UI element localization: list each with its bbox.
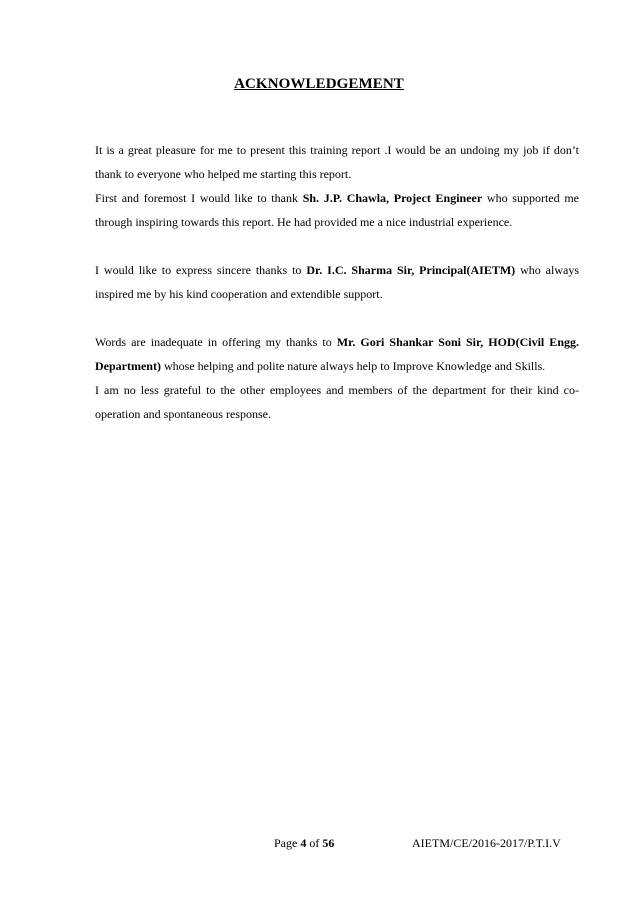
paragraph-text: I would like to express sincere thanks to [95,263,307,277]
page-label: Page [274,836,298,850]
paragraph-employees: I am no less grateful to the other employees and members of the department for their kind co-operation and spontaneous response. [95,383,579,421]
paragraph-text: who always inspired me by his kind cooperation and extendible support. [95,263,579,301]
paragraph-text: First and foremost I would like to thank [95,191,303,205]
name-principal: Dr. I.C. Sharma Sir, Principal(AIETM) [306,263,516,277]
name-project-engineer: Sh. J.P. Chawla, Project Engineer [302,191,483,205]
page-title: ACKNOWLEDGEMENT [234,76,404,92]
paragraph-gap [95,234,579,258]
page-current: 4 [300,836,307,850]
document-code: AIETM/CE/2016-2017/P.T.I.V [412,836,561,850]
paragraph-intro: It is a great pleasure for me to present this training report .I would be an undoing my job if don’t thank to everyone who helped me starting this report. [95,143,579,181]
paragraph-gap [95,306,579,330]
paragraph-text: whose helping and polite nature always help to Improve Knowledge and Skills. [160,359,546,373]
page-number [274,836,334,851]
paragraph-principal [95,258,579,306]
acknowledgement-body [95,138,579,426]
page-total: 56 [322,836,335,850]
name-hod: Mr. Gori Shankar Soni Sir, HOD(Civil Engg. Department) [95,335,579,373]
paragraph-text: Words are inadequate in offering my thanks to [95,335,337,349]
paragraph-text: who supported me through inspiring towards this report. He had provided me a nice industrial experience. [95,191,579,229]
paragraph-project-engineer [95,186,579,234]
page-of: of [309,836,320,850]
paragraph-hod [95,330,579,378]
